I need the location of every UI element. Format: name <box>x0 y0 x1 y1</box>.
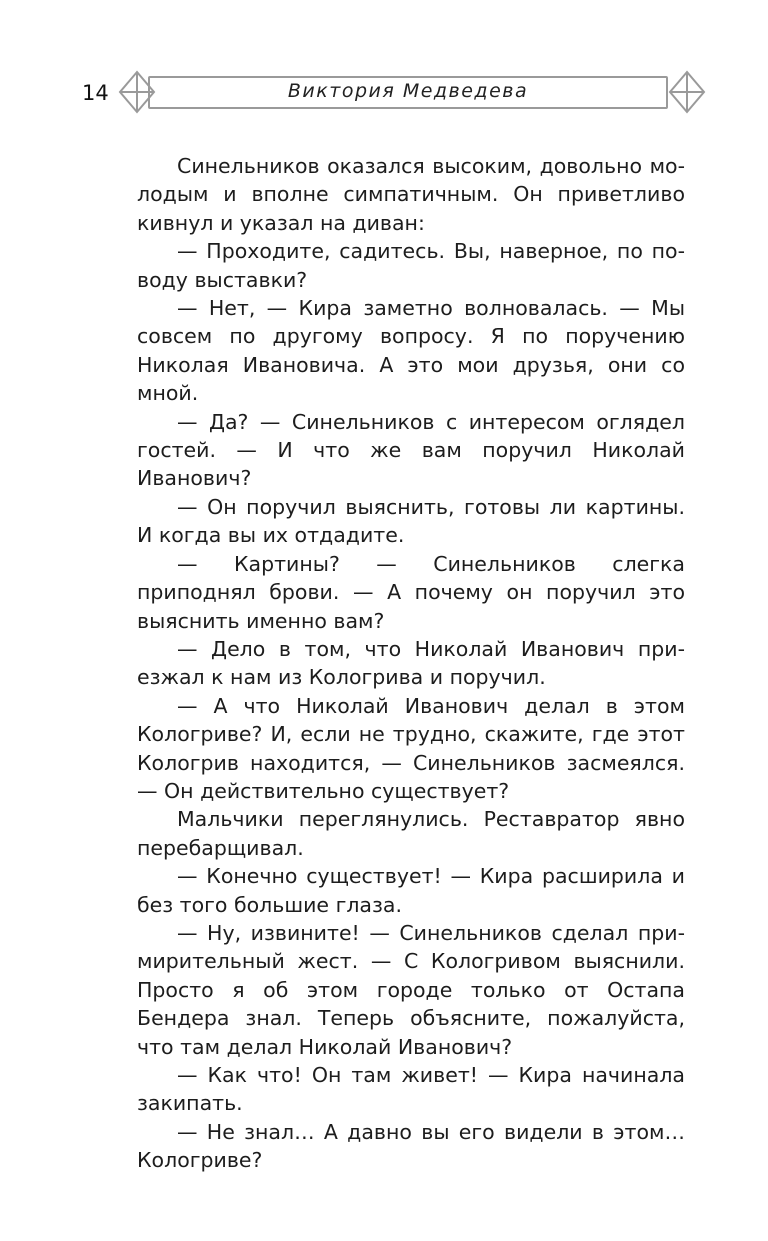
paragraph: — Проходите, садитесь. Вы, наверное, по поводу выставки? <box>137 239 685 292</box>
body-text <box>137 152 685 1175</box>
paragraph: — Картины? — Синельников слегка приподнял брови. — А почему он поручил это выяснить именно вам? <box>137 551 685 633</box>
paragraph: — Не знал… А давно вы его видели в этом… Кологриве? <box>137 1119 685 1173</box>
paragraph: — А что Николай Иванович делал в этом Кологриве? И, если не трудно, скажите, где этот Кологрив находится, — Синельников засмеялся. — Он действительно существует? <box>137 693 685 803</box>
page-number: 14 <box>82 81 109 105</box>
paragraph: — Конечно существует! — Кира расширила и без того большие глаза. <box>137 864 685 917</box>
diamond-ornament-icon <box>668 70 706 114</box>
paragraph: — Как что! Он там живет! — Кира начинала закипать. <box>137 1063 685 1116</box>
running-title: Виктория Медведева <box>287 80 529 102</box>
running-header <box>82 70 704 118</box>
paragraph: — Он поручил выяснить, готовы ли картины. И когда вы их отдадите. <box>137 494 685 548</box>
paragraph: — Нет, — Кира заметно волновалась. — Мы совсем по другому вопросу. Я по поручению Николая Ивановича. А это мои друзья, они со мной. <box>137 296 685 406</box>
paragraph: — Дело в том, что Николай Иванович приезжал к нам из Кологрива и поручил. <box>137 636 685 690</box>
paragraph: — Ну, извините! — Синельников сделал примирительный жест. — С Кологривом выяснили. Просто я об этом городе только от Остапа Бендера знал. Теперь объясните, пожалуйста, что там делал Николай Иванович? <box>137 920 685 1059</box>
paragraph: — Да? — Синельников с интересом оглядел гостей. — И что же вам поручил Николай Иванович? <box>137 409 685 491</box>
paragraph: Мальчики переглянулись. Реставратор явно перебарщивал. <box>137 807 685 860</box>
paragraph: Синельников оказался высоким, довольно молодым и вполне симпатичным. Он приветливо кивнул и указал на диван: <box>137 154 685 235</box>
